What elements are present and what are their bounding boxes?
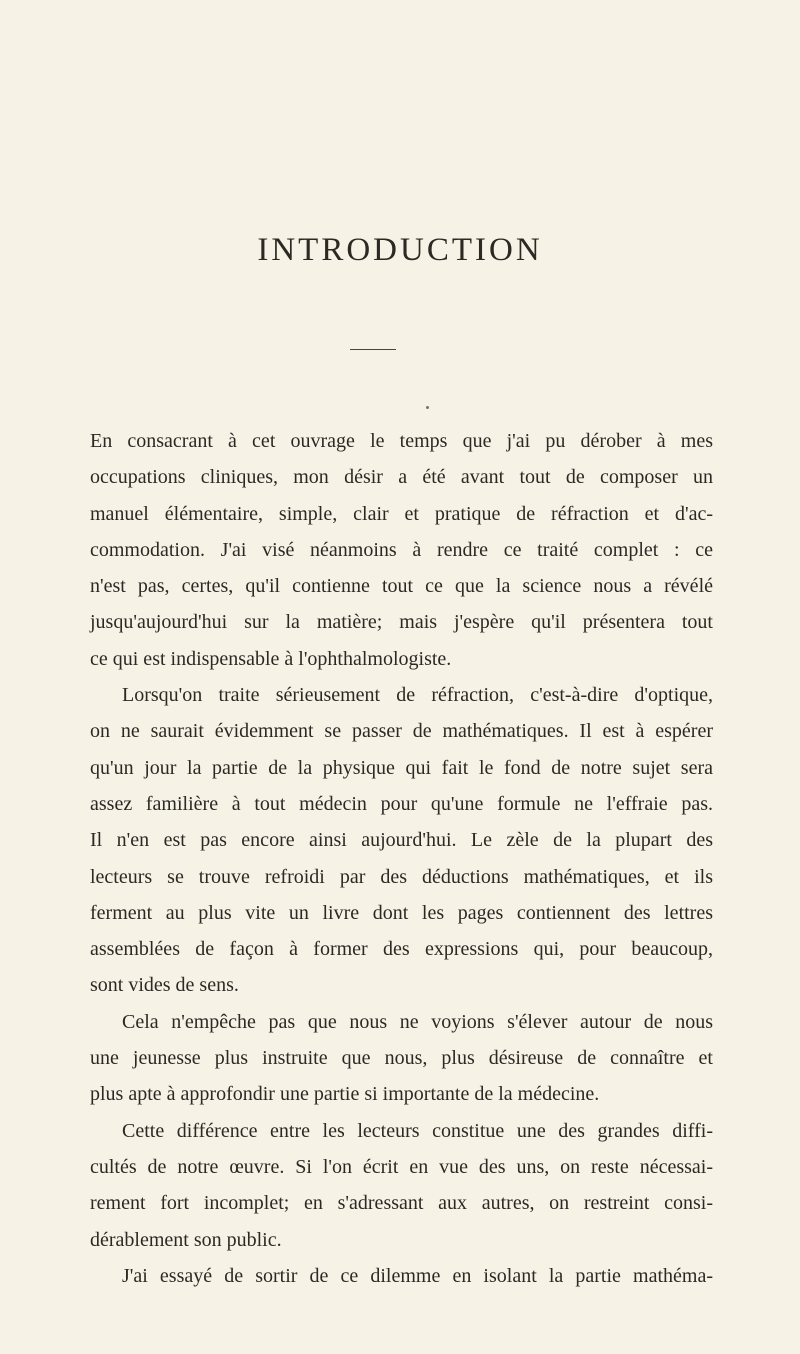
ornament-dot [426, 406, 429, 409]
text-line: n'est pas, certes, qu'il contienne tout ce que la science nous a révélé [90, 575, 713, 598]
chapter-title: INTRODUCTION [257, 232, 543, 268]
text-line: qu'un jour la partie de la physique qui fait le fond de notre sujet sera [90, 756, 713, 779]
text-line: on ne saurait évidemment se passer de mathématiques. Il est à espérer [90, 720, 713, 743]
text-line: une jeunesse plus instruite que nous, plus désireuse de connaître et [90, 1047, 713, 1070]
text-line: dérablement son public. [90, 1228, 282, 1251]
text-line: Cela n'empêche pas que nous ne voyions s'élever autour de nous [122, 1010, 713, 1033]
text-line: Cette différence entre les lecteurs constitue une des grandes diffi- [122, 1119, 713, 1142]
text-line: sont vides de sens. [90, 974, 239, 997]
text-line: rement fort incomplet; en s'adressant aux autres, on restreint consi- [90, 1192, 713, 1215]
text-line: Il n'en est pas encore ainsi aujourd'hui. Le zèle de la plupart des [90, 829, 713, 852]
text-line: ferment au plus vite un livre dont les pages contiennent des lettres [90, 901, 713, 924]
text-line: manuel élémentaire, simple, clair et pratique de réfraction et d'ac- [90, 502, 713, 525]
title-rule [350, 349, 396, 350]
text-line: En consacrant à cet ouvrage le temps que j'ai pu dérober à mes [90, 430, 713, 452]
text-line: plus apte à approfondir une partie si importante de la médecine. [90, 1083, 600, 1106]
text-line: Lorsqu'on traite sérieusement de réfraction, c'est-à-dire d'optique, [122, 684, 713, 707]
text-line: assemblées de façon à former des expressions qui, pour beaucoup, [90, 938, 713, 961]
paragraph [90, 677, 713, 1004]
paragraph [90, 423, 713, 677]
text-line: jusqu'aujourd'hui sur la matière; mais j'espère qu'il présentera tout [90, 611, 713, 634]
paragraph [90, 1004, 713, 1113]
paragraph [90, 1113, 713, 1258]
text-line: lecteurs se trouve refroidi par des déductions mathématiques, et ils [90, 865, 713, 888]
text-line: commodation. J'ai visé néanmoins à rendre ce traité complet : ce [90, 538, 713, 561]
text-line: ce qui est indispensable à l'ophthalmologiste. [90, 647, 452, 670]
text-line: occupations cliniques, mon désir a été avant tout de composer un [90, 466, 713, 489]
text-line: assez familière à tout médecin pour qu'une formule ne l'effraie pas. [90, 792, 713, 815]
text-line: J'ai essayé de sortir de ce dilemme en isolant la partie mathéma- [122, 1264, 713, 1287]
paragraph [90, 1258, 713, 1294]
body-text [90, 423, 713, 1294]
text-line: cultés de notre œuvre. Si l'on écrit en vue des uns, on reste nécessai- [90, 1155, 713, 1178]
